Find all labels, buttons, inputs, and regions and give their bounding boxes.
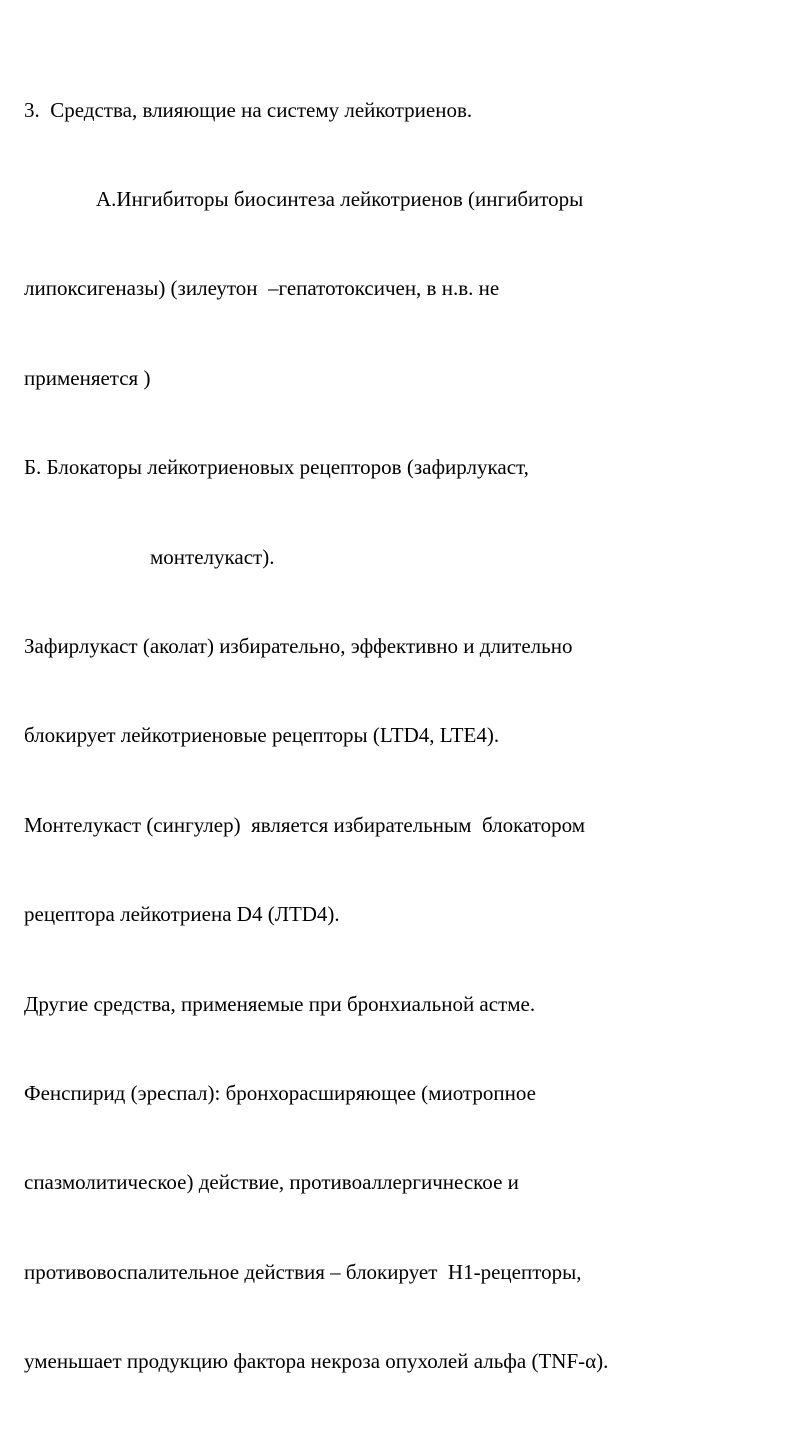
text-line: спазмолитическое) действие, противоаллергичнеское и: [24, 1170, 519, 1195]
text-line: уменьшает продукцию фактора некроза опухолей альфа (TNF-α).: [24, 1349, 609, 1374]
text-line: применяется ): [24, 365, 151, 390]
text-line: противовоспалительное действия – блокирует Н1-рецепторы,: [24, 1259, 582, 1284]
text-line: липоксигеназы) (зилеутон –гепатотоксичен, в н.в. не: [24, 276, 500, 301]
slide-text-body: [24, 36, 794, 1436]
text-line: Б. Блокаторы лейкотриеновых рецепторов (зафирлукаст,: [24, 455, 529, 480]
text-line: Фенспирид (эреспал): бронхорасширяющее (миотропное: [24, 1080, 536, 1105]
text-line: Зафирлукаст (аколат) избирательно, эффективно и длительно: [24, 633, 573, 658]
text-line: Другие средства, применяемые при бронхиальной астме.: [24, 991, 536, 1016]
text-line: монтелукаст).: [150, 544, 275, 569]
text-line: рецептора лейкотриена D4 (ЛTD4).: [24, 902, 340, 927]
text-line: А.Ингибиторы биосинтеза лейкотриенов (ингибиторы: [96, 186, 584, 211]
text-line: блокирует лейкотриеновые рецепторы (LTD4, LTE4).: [24, 723, 500, 748]
text-line: Монтелукаст (сингулер) является избирательным блокатором: [24, 812, 586, 837]
heading-line: 3. Средства, влияющие на систему лейкотриенов.: [24, 97, 473, 122]
